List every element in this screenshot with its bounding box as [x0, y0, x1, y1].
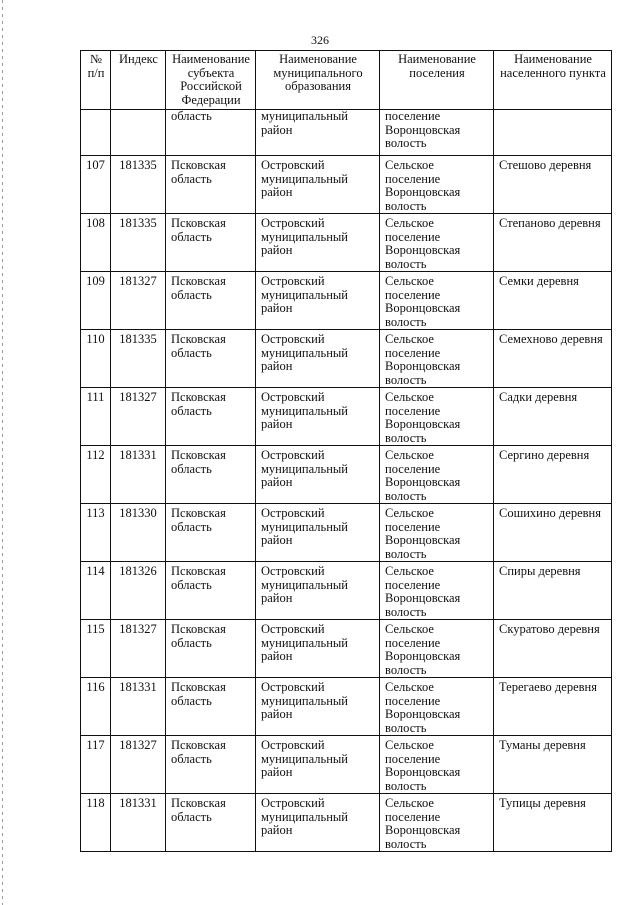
cell-settlement: Сельское поселение Воронцовская волость: [380, 562, 494, 620]
table-header: [81, 51, 612, 110]
continued-row: [81, 110, 612, 156]
cell-num: 115: [81, 620, 111, 678]
cell-locality: Семехново деревня: [494, 330, 612, 388]
cell-subject: Псковская область: [166, 330, 256, 388]
scan-edge-line: [2, 0, 3, 905]
cell-locality: Садки деревня: [494, 388, 612, 446]
cell-num: 118: [81, 794, 111, 852]
cell-municipal: Островский муниципальный район: [256, 272, 380, 330]
cell-locality: Тупицы деревня: [494, 794, 612, 852]
cell-settlement: Сельское поселение Воронцовская волость: [380, 504, 494, 562]
cell-municipal: Островский муниципальный район: [256, 794, 380, 852]
header-num: № п/п: [81, 51, 111, 110]
table-row: [81, 214, 612, 272]
cell-locality: Семки деревня: [494, 272, 612, 330]
cell-settlement: Сельское поселение Воронцовская волость: [380, 214, 494, 272]
cell-locality: Спиры деревня: [494, 562, 612, 620]
cell-municipal: муниципальный район: [256, 110, 380, 156]
cell-subject: Псковская область: [166, 620, 256, 678]
cell-settlement: поселение Воронцовская волость: [380, 110, 494, 156]
cell-index: 181335: [111, 214, 166, 272]
cell-num: 108: [81, 214, 111, 272]
cell-num: 110: [81, 330, 111, 388]
cell-index: 181331: [111, 678, 166, 736]
table-row: [81, 562, 612, 620]
cell-settlement: Сельское поселение Воронцовская волость: [380, 388, 494, 446]
cell-municipal: Островский муниципальный район: [256, 562, 380, 620]
cell-num: 113: [81, 504, 111, 562]
table-row: [81, 504, 612, 562]
table-row: [81, 330, 612, 388]
cell-index: [111, 110, 166, 156]
cell-subject: Псковская область: [166, 562, 256, 620]
table-body: [81, 110, 612, 852]
cell-municipal: Островский муниципальный район: [256, 214, 380, 272]
cell-settlement: Сельское поселение Воронцовская волость: [380, 794, 494, 852]
cell-num: 111: [81, 388, 111, 446]
cell-locality: Стешово деревня: [494, 156, 612, 214]
cell-locality: Скуратово деревня: [494, 620, 612, 678]
cell-subject: Псковская область: [166, 794, 256, 852]
cell-locality: Сошихино деревня: [494, 504, 612, 562]
cell-settlement: Сельское поселение Воронцовская волость: [380, 678, 494, 736]
cell-num: 117: [81, 736, 111, 794]
cell-settlement: Сельское поселение Воронцовская волость: [380, 330, 494, 388]
cell-index: 181335: [111, 330, 166, 388]
cell-index: 181327: [111, 388, 166, 446]
header-settlement: Наименование поселения: [380, 51, 494, 110]
cell-settlement: Сельское поселение Воронцовская волость: [380, 446, 494, 504]
table-row: [81, 388, 612, 446]
table-row: [81, 736, 612, 794]
cell-num: 112: [81, 446, 111, 504]
cell-num: 107: [81, 156, 111, 214]
cell-index: 181326: [111, 562, 166, 620]
cell-index: 181327: [111, 620, 166, 678]
settlements-table: [80, 50, 612, 852]
cell-settlement: Сельское поселение Воронцовская волость: [380, 736, 494, 794]
header-locality: Наименование населенного пункта: [494, 51, 612, 110]
cell-index: 181330: [111, 504, 166, 562]
cell-index: 181335: [111, 156, 166, 214]
cell-municipal: Островский муниципальный район: [256, 446, 380, 504]
cell-subject: Псковская область: [166, 446, 256, 504]
cell-locality: Терегаево деревня: [494, 678, 612, 736]
cell-settlement: Сельское поселение Воронцовская волость: [380, 620, 494, 678]
cell-settlement: Сельское поселение Воронцовская волость: [380, 272, 494, 330]
table-row: [81, 794, 612, 852]
header-subject: Наименование субъекта Российской Федерации: [166, 51, 256, 110]
cell-municipal: Островский муниципальный район: [256, 620, 380, 678]
table-row: [81, 620, 612, 678]
cell-index: 181327: [111, 736, 166, 794]
table-row: [81, 156, 612, 214]
cell-municipal: Островский муниципальный район: [256, 736, 380, 794]
cell-municipal: Островский муниципальный район: [256, 156, 380, 214]
cell-num: 109: [81, 272, 111, 330]
header-index: Индекс: [111, 51, 166, 110]
cell-index: 181331: [111, 794, 166, 852]
cell-municipal: Островский муниципальный район: [256, 504, 380, 562]
cell-locality: [494, 110, 612, 156]
cell-subject: Псковская область: [166, 678, 256, 736]
cell-settlement: Сельское поселение Воронцовская волость: [380, 156, 494, 214]
page-number: 326: [311, 33, 329, 47]
cell-locality: Туманы деревня: [494, 736, 612, 794]
cell-subject: Псковская область: [166, 504, 256, 562]
cell-locality: Сергино деревня: [494, 446, 612, 504]
cell-subject: Псковская область: [166, 214, 256, 272]
table-row: [81, 678, 612, 736]
cell-municipal: Островский муниципальный район: [256, 330, 380, 388]
cell-num: 114: [81, 562, 111, 620]
cell-subject: Псковская область: [166, 156, 256, 214]
cell-num: 116: [81, 678, 111, 736]
cell-subject: область: [166, 110, 256, 156]
header-municipal: Наименование муниципального образования: [256, 51, 380, 110]
table-row: [81, 446, 612, 504]
cell-index: 181331: [111, 446, 166, 504]
cell-subject: Псковская область: [166, 272, 256, 330]
cell-municipal: Островский муниципальный район: [256, 388, 380, 446]
cell-subject: Псковская область: [166, 388, 256, 446]
cell-municipal: Островский муниципальный район: [256, 678, 380, 736]
cell-num: [81, 110, 111, 156]
cell-index: 181327: [111, 272, 166, 330]
cell-subject: Псковская область: [166, 736, 256, 794]
cell-locality: Степаново деревня: [494, 214, 612, 272]
table-row: [81, 272, 612, 330]
